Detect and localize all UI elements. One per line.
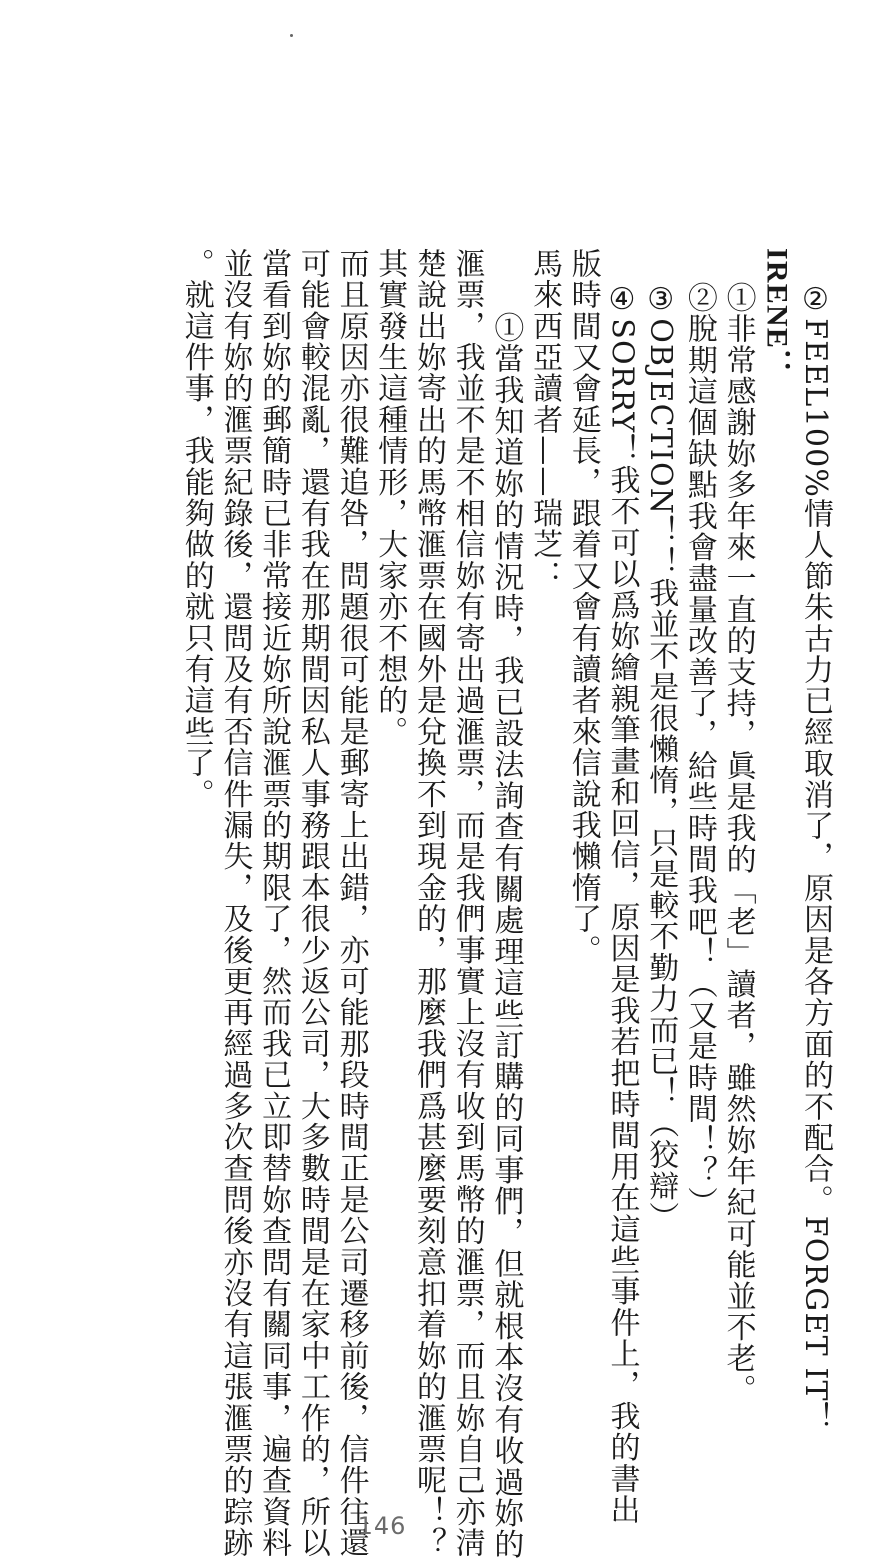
text-column: 馬來西亞讀者——瑞芝：	[527, 248, 563, 592]
text-column: ②FEEL100%情人節朱古力已經取消了，原因是各方面的不配合。FORGET IT！	[798, 282, 833, 1433]
text-column: 當看到妳的郵簡時已非常接近妳所說滙票的期限了，然而我已立即替妳查問有關同事，遍查資料	[256, 248, 292, 1559]
text-column: ③OBJECTION！！我並不是很懶惰，只是較不勤力而已！（狡辯）	[643, 282, 679, 1233]
text-column: ①當我知道妳的情況時，我已設法詢查有關處理這些訂購的同事們，但就根本沒有收過妳的	[488, 312, 524, 1560]
scan-speck	[290, 34, 293, 37]
page-number: 146	[357, 1512, 407, 1540]
text-column: 版時間又會延長，跟着又會有讀者來信說我懶惰了。	[565, 248, 601, 966]
text-column: 其實發生這種情形，大家亦不想的。	[372, 248, 408, 748]
text-column: ②脫期這個缺點我會盡量改善了，給些時間我吧！（又是時間！？）	[681, 282, 717, 1218]
text-column: ①非常感謝妳多年來一直的支持，眞是我的「老」讀者，雖然妳年紀可能並不老。	[720, 282, 756, 1406]
text-column: 可能會較混亂，還有我在那期間因私人事務跟本很少返公司，大多數時間是在家中工作的，所以	[294, 248, 330, 1559]
text-column: 滙票，我並不是不相信妳有寄出過滙票，而是我們事實上沒有收到馬幣的滙票，而且妳自己亦淸	[449, 248, 485, 1559]
text-column: ④SORRY！我不可以爲妳繪親筆畫和回信，原因是我若把時間用在這些事件上，我的書出	[604, 282, 640, 1526]
text-column: 。就這件事，我能夠做的就只有這些了。	[178, 248, 214, 810]
text-column: 而且原因亦很難追咎，問題很可能是郵寄上出錯，亦可能那段時間正是公司遷移前後，信件往還	[333, 248, 369, 1559]
text-column: IRENE：	[760, 248, 794, 381]
text-column: 並沒有妳的滙票紀錄後，還問及有否信件漏失，及後更再經過多次查問後亦沒有這張滙票的踪跡	[217, 248, 253, 1559]
text-column: 楚說出妳寄出的馬幣滙票在國外是兌換不到現金的，那麼我們爲甚麼要刻意扣着妳的滙票呢！？	[410, 248, 446, 1559]
